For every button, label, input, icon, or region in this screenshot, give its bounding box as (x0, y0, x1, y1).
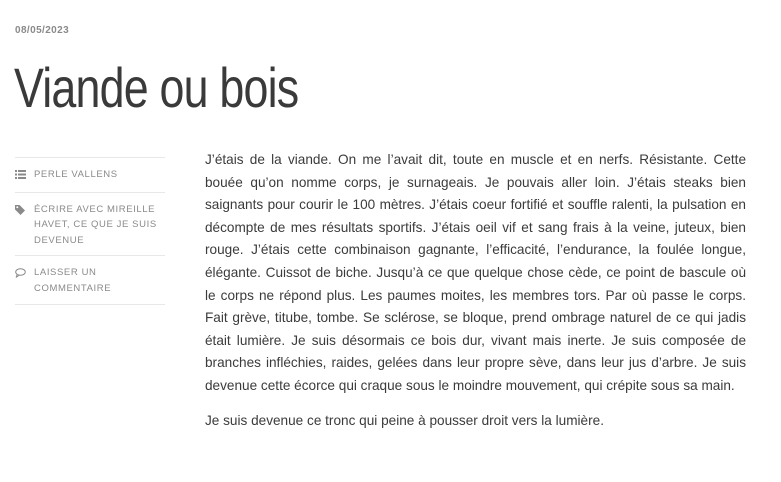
meta-tags-link[interactable]: ÉCRIRE AVEC MIREILLE HAVET, CE QUE JE SUIS DEVENUE (34, 203, 157, 246)
paragraph: J’étais de la viande. On me l’avait dit, toute en muscle et en nerfs. Résistante. Cette bouée qu’on nomme corps, je surnageais. Je pouvais aller loin. J’étais steaks bien saignants pour courir le 100 mètres. J’étais coeur fortifié et souffle ralenti, la pulsation en décompte de mes résultats sportifs. J’étais oeil vif et sang frais à la veine, juteux, bien rouge. J’étais cette combinaison gagnante, l’efficacité, l’endurance, la foulée longue, élégante. Cuissot de biche. Jusqu’à ce que quelque chose cède, ce point de bascule où le corps ne répond plus. Les paumes moites, les membres tors. Par où passe le corps. Fait grève, titube, tombe. Se sclérose, se bloque, prend ombrage naturel de ce qui jadis était lumière. Je suis désormais ce bois dur, vivant mais inerte. Je suis composée de branches infléchies, raides, gelées dans leur propre sève, dans leur jus d’arbre. Je suis devenue cette écorce qui craque sous le moindre mouvement, qui crépite sous sa main. (205, 152, 746, 393)
meta-author[interactable] (15, 158, 165, 193)
post-meta (15, 157, 165, 305)
list-icon (15, 170, 27, 180)
meta-comment[interactable] (15, 256, 165, 305)
post-title: Viande ou bois (14, 56, 299, 119)
post-date: 08/05/2023 (15, 25, 70, 36)
post-content (205, 149, 746, 444)
meta-tags[interactable] (15, 193, 165, 257)
tag-icon (15, 205, 27, 215)
meta-author-link[interactable]: PERLE VALLENS (34, 169, 118, 180)
meta-comment-link[interactable]: LAISSER UN COMMENTAIRE (34, 267, 112, 294)
comment-icon (15, 268, 27, 278)
paragraph: Je suis devenue ce tronc qui peine à pousser droit vers la lumière. (205, 412, 604, 428)
